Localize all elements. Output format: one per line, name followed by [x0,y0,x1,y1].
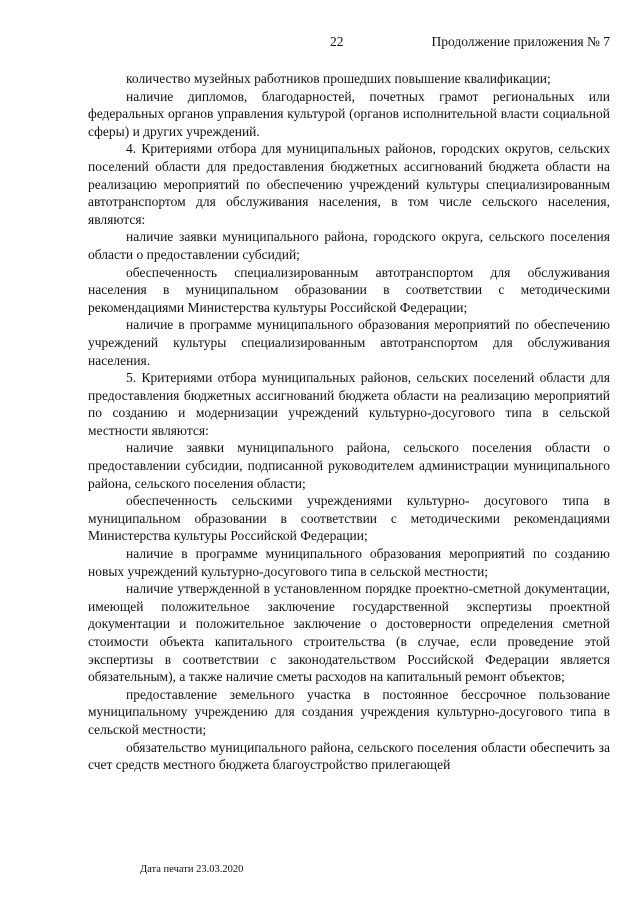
document-body [88,70,610,774]
paragraph: количество музейных работников прошедших повышение квалификации; [126,71,551,86]
page-number: 22 [330,34,344,49]
paragraph: наличие утвержденной в установленном порядке проектно-сметной документации, имеющей положительное заключение государственной экспертизы проектной документации и положительное заключение о достоверности определения сметной стоимости объекта капитального строительства (в случае, если проведение этой экспертизы в соответствии с законодательством Российской Федерации является обязательным), а также наличие сметы расходов на капитальный ремонт объектов; [88,581,610,685]
paragraph: наличие заявки муниципального района, сельского поселения области о предоставлении субсидии, подписанной руководителем администрации муниципального района, сельского поселения области; [88,440,610,491]
appendix-continuation-label: Продолжение приложения № 7 [431,34,610,49]
paragraph: обеспеченность сельскими учреждениями культурно- досугового типа в муниципальном образовании в соответствии с методическими рекомендациями Министерства культуры Российской Федерации; [88,493,610,544]
paragraph: наличие в программе муниципального образования мероприятий по созданию новых учреждений культурно-досугового типа в сельской местности; [88,546,610,579]
paragraph: обеспеченность специализированным автотранспортом для обслуживания населения в муниципальном образовании в соответствии с методическими рекомендациями Министерства культуры Российской Федерации; [88,264,610,315]
print-date: Дата печати 23.03.2020 [140,864,244,875]
paragraph: 4. Критериями отбора для муниципальных районов, городских округов, сельских поселений области для предоставления бюджетных ассигнований бюджета области на реализацию мероприятий по обеспечению учреждений культуры специализированным автотранспортом для обслуживания населения, в том числе сельского населения, являются: [88,141,610,227]
paragraph: наличие дипломов, благодарностей, почетных грамот региональных или федеральных органов управления культурой (органов исполнительной власти социальной сферы) и других учреждений. [88,88,610,139]
paragraph: предоставление земельного участка в постоянное бессрочное пользование муниципальному учреждению для создания учреждения культурно-досугового типа в сельской местности; [88,686,610,737]
paragraph: наличие в программе муниципального образования мероприятий по обеспечению учреждений культуры специализированным автотранспортом для обслуживания населения. [88,317,610,368]
paragraph: обязательство муниципального района, сельского поселения области обеспечить за счет средств местного бюджета благоустройство прилегающей [88,739,610,773]
paragraph: 5. Критериями отбора муниципальных районов, сельских поселений области для предоставления бюджетных ассигнований бюджета области на реализацию мероприятий по созданию и модернизации учреждений культурно-досугового типа в сельской местности являются: [88,370,610,438]
paragraph: наличие заявки муниципального района, городского округа, сельского поселения области о предоставлении субсидий; [88,229,610,262]
